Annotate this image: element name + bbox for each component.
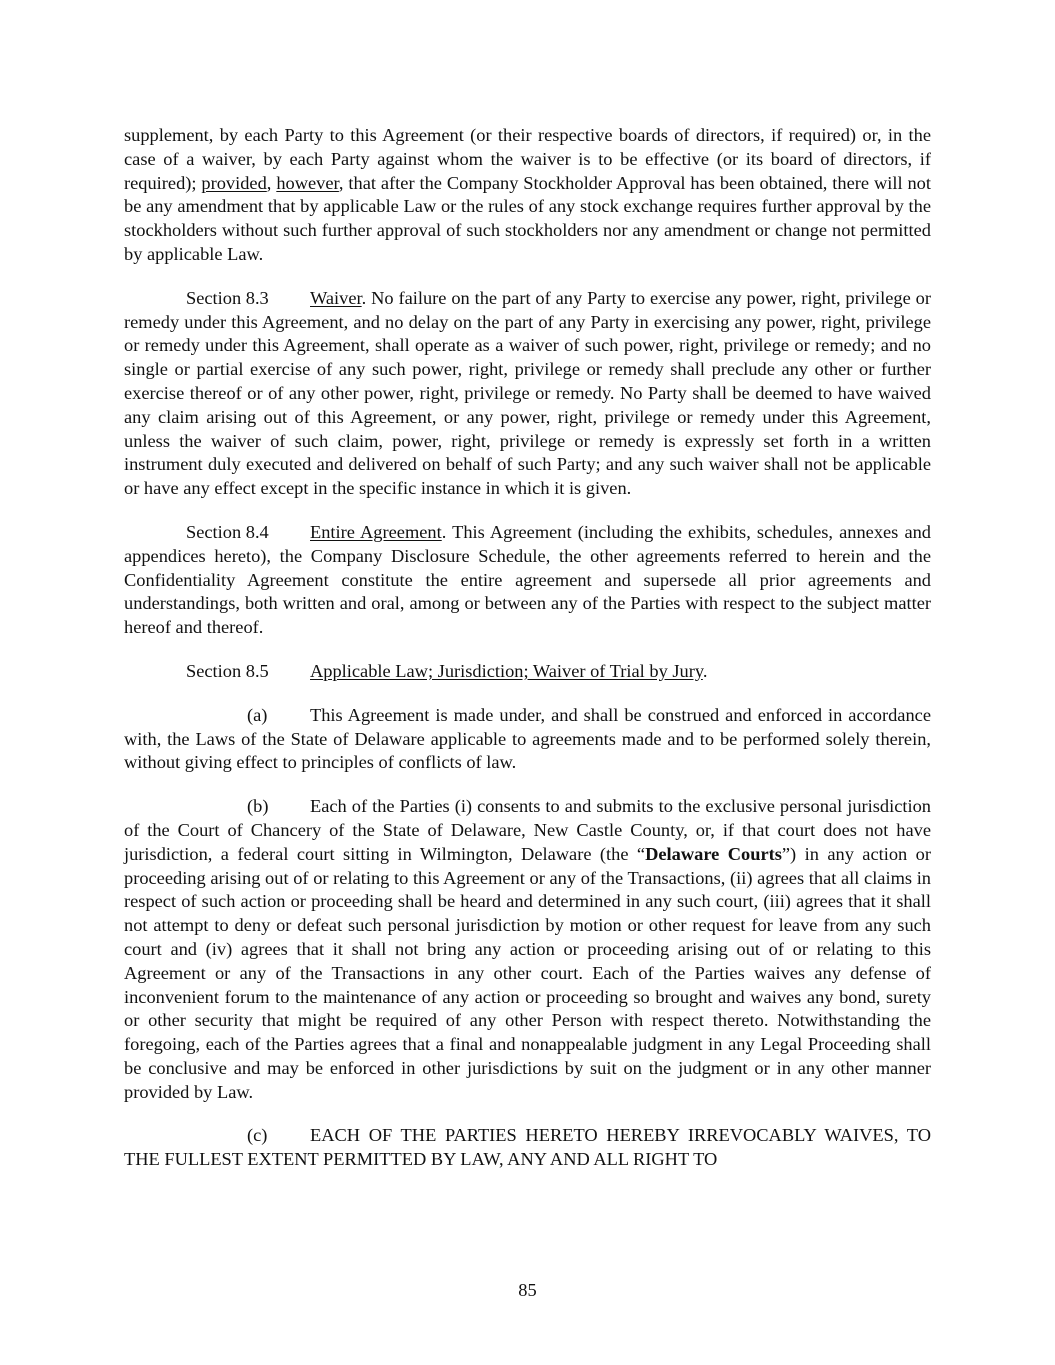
- subsection-body: EACH OF THE PARTIES HERETO HEREBY IRREVOCABLY WAIVES, TO THE FULLEST EXTENT PERMITTED BY LAW, ANY AND ALL RIGHT TO: [124, 1125, 931, 1170]
- section-heading: Entire Agreement: [310, 521, 442, 542]
- document-page: [124, 124, 931, 1192]
- section-8-4: Section 8.4 Entire Agreement. This Agreement (including the exhibits, schedules, annexes and appendices hereto), the Company Disclosure Schedule, the other agreements referred to herein and the Confidentiality Agreement constitute the entire agreement and supersede all prior agreements and understandings, both written and oral, among or between any of the Parties with respect to the subject matter hereof and thereof.: [124, 521, 931, 638]
- section-number: Section 8.4: [186, 521, 269, 542]
- subsection-b: (b) Each of the Parties (i) consents to and submits to the exclusive personal jurisdiction of the Court of Chancery of the State of Delaware, New Castle County, or, if that court does not have jurisdiction, a federal court sitting in Wilmington, Delaware (the “Delaware Courts”) in any action or proceeding arising out of or relating to this Agreement or any of the Transactions, (ii) agrees that all claims in respect of such action or proceeding shall be heard and determined in any such court, (iii) agrees that it shall not attempt to deny or defeat such personal jurisdiction by motion or other request for leave from any such court and (iv) agrees that it shall not bring any action or proceeding arising out of or relating to this Agreement or any of the Transactions in any other court. Each of the Parties waives any defense of inconvenient forum to the maintenance of any action or proceeding so brought and waives any bond, surety or other security that might be required of any other Person with respect thereto. Notwithstanding the foregoing, each of the Parties agrees that a final and nonappealable judgment in any Legal Proceeding shall be conclusive and may be enforced in other jurisdictions by suit on the judgment or in any other manner provided by Law.: [124, 796, 931, 1102]
- defined-term-delaware-courts: Delaware Courts: [645, 843, 782, 864]
- section-8-3: Section 8.3 Waiver. No failure on the part of any Party to exercise any power, right, privilege or remedy under this Agreement, and no delay on the part of any Party in exercising any power, right, privilege or remedy under this Agreement, shall operate as a waiver of such power, right, privilege or remedy; and no single or partial exercise of any such power, right, privilege or remedy shall preclude any other or further exercise thereof or of any other power, right, privilege or remedy. No Party shall be deemed to have waived any claim arising out of this Agreement, or any power, right, privilege or remedy under this Agreement, unless the waiver of such claim, power, right, privilege or remedy is expressly set forth in a written instrument duly executed and delivered on behalf of such Party; and any such waiver shall not be applicable or have any effect except in the specific instance in which it is given.: [124, 287, 931, 499]
- section-number: Section 8.3: [186, 287, 269, 308]
- subsection-label: (c): [247, 1125, 268, 1146]
- however-term: however: [276, 172, 339, 193]
- subsection-a: [124, 704, 931, 775]
- section-8-5: Section 8.5 Applicable Law; Jurisdiction; Waiver of Trial by Jury.: [124, 660, 931, 684]
- section-heading: Applicable Law; Jurisdiction; Waiver of Trial by Jury: [310, 660, 703, 681]
- subsection-body: This Agreement is made under, and shall be construed and enforced in accordance with, the Laws of the State of Delaware applicable to agreements made and to be performed solely therein, without giving effect to principles of conflicts of law.: [124, 704, 931, 773]
- paragraph-continuation: supplement, by each Party to this Agreement (or their respective boards of directors, if required) or, in the case of a waiver, by each Party against whom the waiver is to be effective (or its board of directors, if required); provided, however, that after the Company Stockholder Approval has been obtained, there will not be any amendment that by applicable Law or the rules of any stock exchange requires further approval by the stockholders without such further approval of such stockholders nor any amendment or change not permitted by applicable Law.: [124, 125, 931, 264]
- provided-term: provided: [201, 172, 267, 193]
- subsection-label: (b): [247, 796, 269, 817]
- subsection-label: (a): [247, 704, 268, 725]
- section-number: Section 8.5: [186, 660, 269, 681]
- section-heading: Waiver: [310, 287, 362, 308]
- page-number: 85: [518, 1280, 537, 1300]
- section-body: No failure on the part of any Party to exercise any power, right, privilege or remedy under this Agreement, and no delay on the part of any Party in exercising any power, right, privilege or remedy under this Agreement, shall operate as a waiver of such power, right, privilege or remedy; and no single or partial exercise of any such power, right, privilege or remedy shall preclude any other or further exercise thereof or of any other power, right, privilege or remedy. No Party shall be deemed to have waived any claim arising out of this Agreement, or any power, right, privilege or remedy under this Agreement, unless the waiver of such claim, power, right, privilege or remedy is expressly set forth in a written instrument duly executed and delivered on behalf of such Party; and any such waiver shall not be applicable or have any effect except in the specific instance in which it is given.: [124, 287, 931, 499]
- subsection-c: [124, 1124, 931, 1172]
- section-body: This Agreement (including the exhibits, schedules, annexes and appendices hereto), the Company Disclosure Schedule, the other agreements referred to herein and the Confidentiality Agreement constitute the entire agreement and supersede all prior agreements and understandings, both written and oral, among or between any of the Parties with respect to the subject matter hereof and thereof.: [124, 521, 931, 638]
